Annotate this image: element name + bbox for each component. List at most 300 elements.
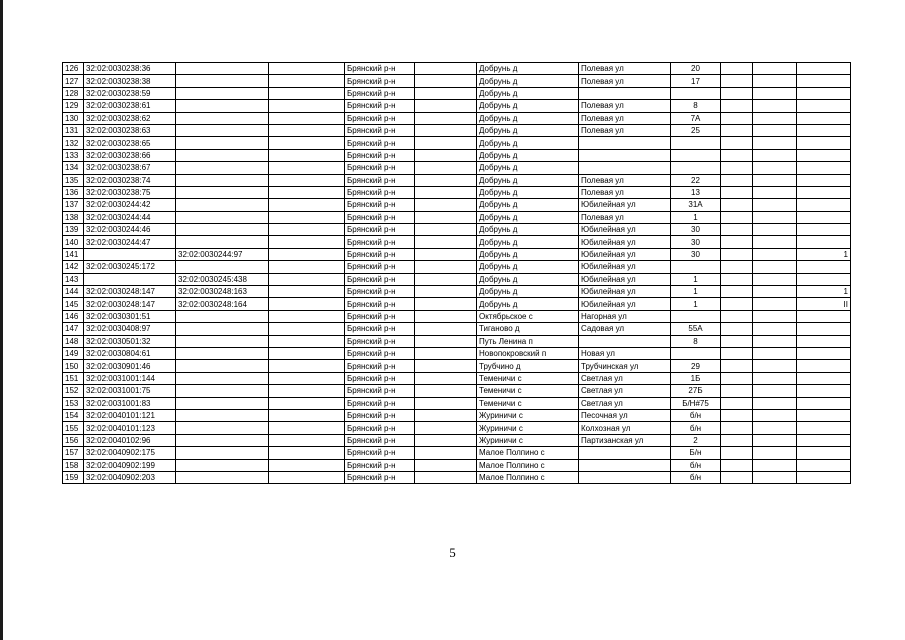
cell-count [797,434,851,446]
cell-district: Брянский р-н [345,397,415,409]
cell-empty-col-4 [753,372,797,384]
cell-empty-col [269,459,345,471]
cell-empty-col-2 [415,385,477,397]
cell-cadastral-number: 32:02:0031001:83 [84,397,176,409]
cell-row-number: 136 [63,186,84,198]
cell-settlement: Добрунь д [477,199,579,211]
cell-empty-col-4 [753,224,797,236]
cell-count [797,174,851,186]
cell-house-number: 8 [671,100,721,112]
cell-empty-col-2 [415,248,477,260]
cell-house-number: 1 [671,286,721,298]
cell-empty-col [269,360,345,372]
table-row [63,174,851,186]
cell-cadastral-number-2 [176,459,269,471]
cell-cadastral-number: 32:02:0030238:62 [84,112,176,124]
cell-empty-col [269,385,345,397]
cell-empty-col-3 [721,199,753,211]
cell-count [797,137,851,149]
cell-empty-col-2 [415,174,477,186]
cell-empty-col-4 [753,174,797,186]
cell-empty-col [269,248,345,260]
cell-district: Брянский р-н [345,248,415,260]
cell-house-number [671,162,721,174]
table-row [63,124,851,136]
cell-cadastral-number-2: 32:02:0030248:164 [176,298,269,310]
cell-row-number: 145 [63,298,84,310]
cell-row-number: 139 [63,224,84,236]
cell-count [797,385,851,397]
cell-count [797,273,851,285]
cell-cadastral-number: 32:02:0030238:65 [84,137,176,149]
cell-house-number [671,149,721,161]
cell-cadastral-number-2 [176,112,269,124]
cell-empty-col-2 [415,471,477,483]
cell-district: Брянский р-н [345,137,415,149]
cell-house-number: 25 [671,124,721,136]
cell-empty-col-4 [753,434,797,446]
cell-settlement: Добрунь д [477,112,579,124]
cell-empty-col [269,63,345,75]
cell-empty-col-2 [415,310,477,322]
cell-empty-col-3 [721,124,753,136]
cell-house-number: 30 [671,248,721,260]
cell-house-number: 8 [671,335,721,347]
cell-empty-col-4 [753,422,797,434]
cell-row-number: 156 [63,434,84,446]
cell-empty-col-3 [721,409,753,421]
cell-cadastral-number-2 [176,335,269,347]
cell-empty-col-4 [753,286,797,298]
cell-street: Юбилейная ул [579,248,671,260]
cell-empty-col-2 [415,149,477,161]
cell-empty-col-2 [415,162,477,174]
cell-cadastral-number-2 [176,149,269,161]
cell-empty-col-4 [753,162,797,174]
cell-cadastral-number: 32:02:0040102:96 [84,434,176,446]
cell-row-number: 155 [63,422,84,434]
cell-street: Юбилейная ул [579,286,671,298]
cell-settlement: Октябрьское с [477,310,579,322]
cell-cadastral-number-2 [176,434,269,446]
cell-street: Юбилейная ул [579,273,671,285]
cell-empty-col [269,211,345,223]
cell-district: Брянский р-н [345,286,415,298]
table-row [63,211,851,223]
cell-empty-col-2 [415,335,477,347]
cell-empty-col-4 [753,471,797,483]
table-row [63,162,851,174]
cell-street: Юбилейная ул [579,199,671,211]
cell-settlement: Добрунь д [477,211,579,223]
cell-empty-col [269,471,345,483]
cell-empty-col-3 [721,422,753,434]
cell-empty-col-3 [721,335,753,347]
cell-empty-col-3 [721,149,753,161]
cell-row-number: 151 [63,372,84,384]
cell-empty-col-4 [753,459,797,471]
cell-empty-col-2 [415,261,477,273]
cell-district: Брянский р-н [345,63,415,75]
table-row [63,186,851,198]
table-row [63,471,851,483]
cell-cadastral-number-2 [176,211,269,223]
cell-empty-col [269,224,345,236]
cell-cadastral-number-2 [176,323,269,335]
cell-count [797,75,851,87]
cell-count [797,323,851,335]
cell-empty-col-2 [415,286,477,298]
register-table-body [63,63,851,484]
cell-house-number: 31А [671,199,721,211]
cell-count [797,335,851,347]
cell-count [797,409,851,421]
cell-district: Брянский р-н [345,273,415,285]
cell-empty-col [269,261,345,273]
cell-empty-col-4 [753,63,797,75]
cell-house-number [671,87,721,99]
cell-empty-col-2 [415,100,477,112]
cell-empty-col-2 [415,347,477,359]
cell-empty-col-4 [753,397,797,409]
cell-empty-col-2 [415,186,477,198]
cell-empty-col-3 [721,372,753,384]
table-row [63,75,851,87]
cell-empty-col [269,347,345,359]
cell-empty-col-2 [415,298,477,310]
cell-empty-col-4 [753,75,797,87]
cell-street [579,149,671,161]
cell-cadastral-number-2 [176,100,269,112]
cell-house-number: 55А [671,323,721,335]
cell-count [797,162,851,174]
cell-empty-col-2 [415,360,477,372]
cell-empty-col [269,149,345,161]
cell-empty-col-3 [721,459,753,471]
cell-cadastral-number-2 [176,385,269,397]
cell-settlement: Теменичи с [477,397,579,409]
cell-street: Полевая ул [579,112,671,124]
cell-settlement: Малое Полпино с [477,459,579,471]
cell-empty-col-4 [753,137,797,149]
cell-row-number: 142 [63,261,84,273]
cell-house-number: 30 [671,224,721,236]
cell-cadastral-number [84,273,176,285]
cell-empty-col-3 [721,75,753,87]
cell-district: Брянский р-н [345,471,415,483]
cell-district: Брянский р-н [345,310,415,322]
cell-row-number: 134 [63,162,84,174]
table-row [63,422,851,434]
cell-settlement: Малое Полпино с [477,447,579,459]
cell-empty-col [269,310,345,322]
cell-settlement: Путь Ленина п [477,335,579,347]
cell-cadastral-number [84,248,176,260]
cell-house-number: 2 [671,434,721,446]
table-row [63,63,851,75]
cell-cadastral-number-2 [176,124,269,136]
cell-house-number: 1 [671,273,721,285]
cell-empty-col-3 [721,162,753,174]
cell-cadastral-number: 32:02:0030244:42 [84,199,176,211]
cell-count [797,112,851,124]
cell-row-number: 126 [63,63,84,75]
cell-cadastral-number: 32:02:0040101:123 [84,422,176,434]
cell-house-number: 30 [671,236,721,248]
cell-district: Брянский р-н [345,211,415,223]
cell-empty-col [269,409,345,421]
cell-empty-col-2 [415,409,477,421]
cell-count [797,186,851,198]
cell-cadastral-number: 32:02:0030901:46 [84,360,176,372]
cell-count [797,63,851,75]
cell-district: Брянский р-н [345,112,415,124]
cell-district: Брянский р-н [345,459,415,471]
cell-count: II [797,298,851,310]
cell-cadastral-number: 32:02:0040902:203 [84,471,176,483]
cell-cadastral-number: 32:02:0030245:172 [84,261,176,273]
cell-empty-col [269,298,345,310]
table-row [63,273,851,285]
cell-empty-col-4 [753,124,797,136]
cell-empty-col-4 [753,211,797,223]
cell-empty-col-4 [753,248,797,260]
cell-empty-col-3 [721,360,753,372]
cell-empty-col-4 [753,447,797,459]
table-row [63,434,851,446]
cell-district: Брянский р-н [345,261,415,273]
cell-house-number: б/н [671,422,721,434]
cell-count [797,360,851,372]
cell-row-number: 133 [63,149,84,161]
table-row [63,347,851,359]
cell-street [579,87,671,99]
cell-empty-col [269,75,345,87]
cell-empty-col [269,112,345,124]
cell-district: Брянский р-н [345,385,415,397]
cell-cadastral-number: 32:02:0030238:61 [84,100,176,112]
cell-empty-col-3 [721,174,753,186]
cell-cadastral-number: 32:02:0030301:51 [84,310,176,322]
cell-empty-col-4 [753,199,797,211]
cell-empty-col-3 [721,63,753,75]
cell-cadastral-number: 32:02:0030244:44 [84,211,176,223]
cell-settlement: Тиганово д [477,323,579,335]
table-row [63,323,851,335]
table-row [63,385,851,397]
cell-house-number [671,261,721,273]
table-row [63,248,851,260]
table-row [63,459,851,471]
cell-row-number: 146 [63,310,84,322]
cell-district: Брянский р-н [345,323,415,335]
cell-settlement: Журиничи с [477,434,579,446]
cell-count [797,199,851,211]
cell-empty-col-3 [721,310,753,322]
cell-empty-col [269,124,345,136]
cell-house-number: 1 [671,211,721,223]
cell-empty-col-2 [415,323,477,335]
cell-row-number: 140 [63,236,84,248]
cell-cadastral-number-2 [176,174,269,186]
cell-cadastral-number-2 [176,87,269,99]
page-number: 5 [449,545,456,560]
cell-empty-col [269,447,345,459]
cell-cadastral-number: 32:02:0030408:97 [84,323,176,335]
cell-row-number: 141 [63,248,84,260]
cell-cadastral-number: 32:02:0040902:175 [84,447,176,459]
cell-house-number: 13 [671,186,721,198]
cell-count [797,149,851,161]
table-row [63,87,851,99]
cell-empty-col-4 [753,310,797,322]
cell-empty-col [269,162,345,174]
cell-empty-col-2 [415,137,477,149]
cell-settlement: Журиничи с [477,422,579,434]
cell-settlement: Добрунь д [477,236,579,248]
cell-street [579,137,671,149]
cell-empty-col-4 [753,323,797,335]
table-row [63,310,851,322]
cell-street: Юбилейная ул [579,224,671,236]
cell-settlement: Добрунь д [477,248,579,260]
cell-cadastral-number-2 [176,310,269,322]
cell-empty-col-2 [415,372,477,384]
cell-empty-col-3 [721,286,753,298]
cell-cadastral-number: 32:02:0030248:147 [84,286,176,298]
table-row [63,224,851,236]
cell-empty-col-2 [415,199,477,211]
cell-cadastral-number-2 [176,422,269,434]
cell-empty-col-2 [415,422,477,434]
cell-cadastral-number-2 [176,409,269,421]
cell-empty-col-4 [753,87,797,99]
cell-district: Брянский р-н [345,199,415,211]
cell-empty-col-3 [721,298,753,310]
cell-count [797,236,851,248]
cell-street: Юбилейная ул [579,236,671,248]
cell-row-number: 137 [63,199,84,211]
cell-cadastral-number-2 [176,224,269,236]
table-row [63,236,851,248]
cell-count [797,397,851,409]
cell-row-number: 148 [63,335,84,347]
cell-district: Брянский р-н [345,174,415,186]
cell-cadastral-number-2 [176,447,269,459]
table-row [63,112,851,124]
cell-empty-col-3 [721,385,753,397]
cell-empty-col-3 [721,434,753,446]
cell-house-number: 29 [671,360,721,372]
cell-count [797,422,851,434]
cell-empty-col-3 [721,261,753,273]
cell-empty-col-2 [415,87,477,99]
cell-settlement: Новопокровский п [477,347,579,359]
cell-empty-col-3 [721,471,753,483]
cell-count [797,87,851,99]
cell-cadastral-number: 32:02:0030238:38 [84,75,176,87]
cell-district: Брянский р-н [345,224,415,236]
cell-empty-col-2 [415,397,477,409]
cell-cadastral-number: 32:02:0031001:144 [84,372,176,384]
cell-house-number: б/н [671,459,721,471]
cell-empty-col-4 [753,273,797,285]
cell-empty-col [269,186,345,198]
cell-street: Светлая ул [579,372,671,384]
cell-empty-col-2 [415,224,477,236]
cell-street [579,471,671,483]
cell-settlement: Добрунь д [477,186,579,198]
cell-house-number: 20 [671,63,721,75]
cell-settlement: Добрунь д [477,124,579,136]
cell-row-number: 130 [63,112,84,124]
cell-row-number: 144 [63,286,84,298]
cell-cadastral-number: 32:02:0030238:36 [84,63,176,75]
cell-settlement: Добрунь д [477,63,579,75]
cell-cadastral-number: 32:02:0030238:74 [84,174,176,186]
cell-empty-col-2 [415,211,477,223]
cell-settlement: Добрунь д [477,162,579,174]
cell-cadastral-number-2 [176,261,269,273]
cell-cadastral-number-2 [176,75,269,87]
cell-count [797,310,851,322]
cell-count [797,100,851,112]
cell-house-number: 27Б [671,385,721,397]
cell-empty-col-3 [721,323,753,335]
cell-empty-col [269,335,345,347]
cell-empty-col [269,87,345,99]
cell-house-number: 1Б [671,372,721,384]
cell-settlement: Трубчино д [477,360,579,372]
cell-house-number: 22 [671,174,721,186]
table-row [63,447,851,459]
cell-count [797,372,851,384]
cell-empty-col-2 [415,124,477,136]
cell-cadastral-number-2: 32:02:0030248:163 [176,286,269,298]
cell-settlement: Добрунь д [477,286,579,298]
cell-empty-col-3 [721,87,753,99]
cell-house-number [671,310,721,322]
table-row [63,335,851,347]
cell-street: Садовая ул [579,323,671,335]
cell-cadastral-number-2 [176,360,269,372]
cell-cadastral-number: 32:02:0030804:61 [84,347,176,359]
table-row [63,149,851,161]
cell-street: Новая ул [579,347,671,359]
cell-count [797,471,851,483]
table-row [63,372,851,384]
table-row [63,261,851,273]
cell-empty-col [269,174,345,186]
cell-cadastral-number: 32:02:0030244:46 [84,224,176,236]
cell-district: Брянский р-н [345,434,415,446]
cell-street: Полевая ул [579,75,671,87]
table-row [63,286,851,298]
cell-street: Юбилейная ул [579,298,671,310]
table-row [63,409,851,421]
cell-street: Колхозная ул [579,422,671,434]
cell-row-number: 159 [63,471,84,483]
cell-house-number [671,347,721,359]
cell-row-number: 149 [63,347,84,359]
cell-street: Юбилейная ул [579,261,671,273]
cell-count [797,211,851,223]
cell-street: Полевая ул [579,100,671,112]
cell-row-number: 150 [63,360,84,372]
cell-empty-col-4 [753,360,797,372]
cell-street: Полевая ул [579,174,671,186]
cell-empty-col-4 [753,385,797,397]
